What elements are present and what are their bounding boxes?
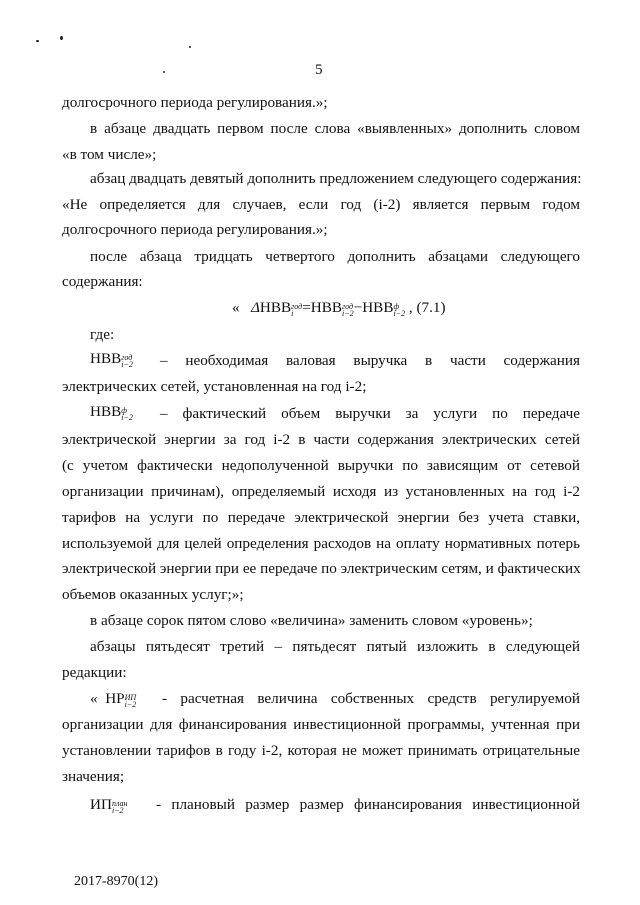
text-line: содержания: <box>62 273 143 290</box>
text-line: объемов оказанных услуг;»; <box>62 586 244 603</box>
formula-sub: i−2 <box>393 309 406 318</box>
scan-speck <box>36 40 39 42</box>
text-line: (с учетом фактически недополученной выручки по зависящим от сетевой <box>62 457 580 474</box>
text-line: долгосрочного периода регулирования.»; <box>62 94 328 111</box>
formula-sup: год <box>291 302 303 311</box>
text-line: электрических сетей, установленная на год i-2; <box>62 378 367 395</box>
formula-minus: − <box>353 299 363 316</box>
scan-speck <box>189 46 191 48</box>
text-line: где: <box>90 326 115 343</box>
formula-sub: i−2 <box>342 309 354 318</box>
text-line: – необходимая валовая выручка в части содержания <box>160 352 580 369</box>
formula-hvv: НВВ <box>362 299 394 316</box>
text-line: - плановый размер размер финансирования инвестиционной <box>156 796 580 813</box>
formula-sub: i <box>291 309 294 318</box>
formula-number: , (7.1) <box>408 299 446 316</box>
footer-code: 2017-8970(12) <box>74 874 158 889</box>
text-line: - расчетная величина собственных средств регулируемой <box>162 690 580 707</box>
text-line: используемой для целей определения расходов на оплату нормативных потерь <box>62 535 580 552</box>
scan-speck <box>163 71 165 73</box>
symbol-hvv-f: НВВ ф i−2 <box>90 403 133 422</box>
text-line: абзацы пятьдесят третий – пятьдесят пятый изложить в следующей <box>90 638 580 655</box>
symbol-ip-plan: ИП план i−2 <box>90 796 128 815</box>
formula-eq: = <box>302 299 311 316</box>
text-line: организации причинам), определяемый исходя из установленных на год i-2 <box>62 483 580 500</box>
text-line: «Не определяется для случаев, если год (i-2) является первым годом <box>62 196 580 213</box>
text-line: – фактический объем выручки за услуги по передаче <box>160 405 580 422</box>
text-line: в абзаце сорок пятом слово «величина» заменить словом «уровень»; <box>90 612 533 629</box>
symbol-hvv-god: НВВ год i−2 <box>90 350 133 369</box>
formula-open-quote: « <box>232 299 240 316</box>
formula-hvv: НВВ <box>310 299 343 316</box>
formula-7-1 <box>232 299 446 317</box>
text-line: редакции: <box>62 664 127 681</box>
text-line: в абзаце двадцать первом после слова «выявленных» дополнить словом <box>90 120 580 137</box>
text-line: электрической энергии за год i-2 в части содержания электрических сетей <box>62 431 580 448</box>
symbol-hr-ip: « НР ИП i−2 <box>90 690 137 709</box>
text-line: тарифов на услуги по передаче электрической энергии без учета ставки, <box>62 509 580 526</box>
text-line: установлении тарифов в году i-2, которая не может принимать отрицательные <box>62 742 580 759</box>
text-line: значения; <box>62 768 125 785</box>
formula-hvv: НВВ <box>259 299 292 316</box>
formula-sup: год <box>342 302 354 311</box>
text-line: «в том числе»; <box>62 146 157 163</box>
text-line: долгосрочного периода регулирования.»; <box>62 221 328 238</box>
text-line: организации для финансирования инвестиционной программы, учтенная при <box>62 716 580 733</box>
page-number: 5 <box>315 61 323 78</box>
text-line: электрической энергии при ее передаче по электрическим сетям, и фактических <box>62 560 581 577</box>
formula-delta: Δ <box>250 299 260 316</box>
text-line: после абзаца тридцать четвертого дополнить абзацами следующего <box>90 248 580 265</box>
scan-speck <box>60 36 63 40</box>
text-line: абзац двадцать девятый дополнить предложением следующего содержания: <box>90 170 582 187</box>
formula-sup: ф <box>393 302 400 311</box>
